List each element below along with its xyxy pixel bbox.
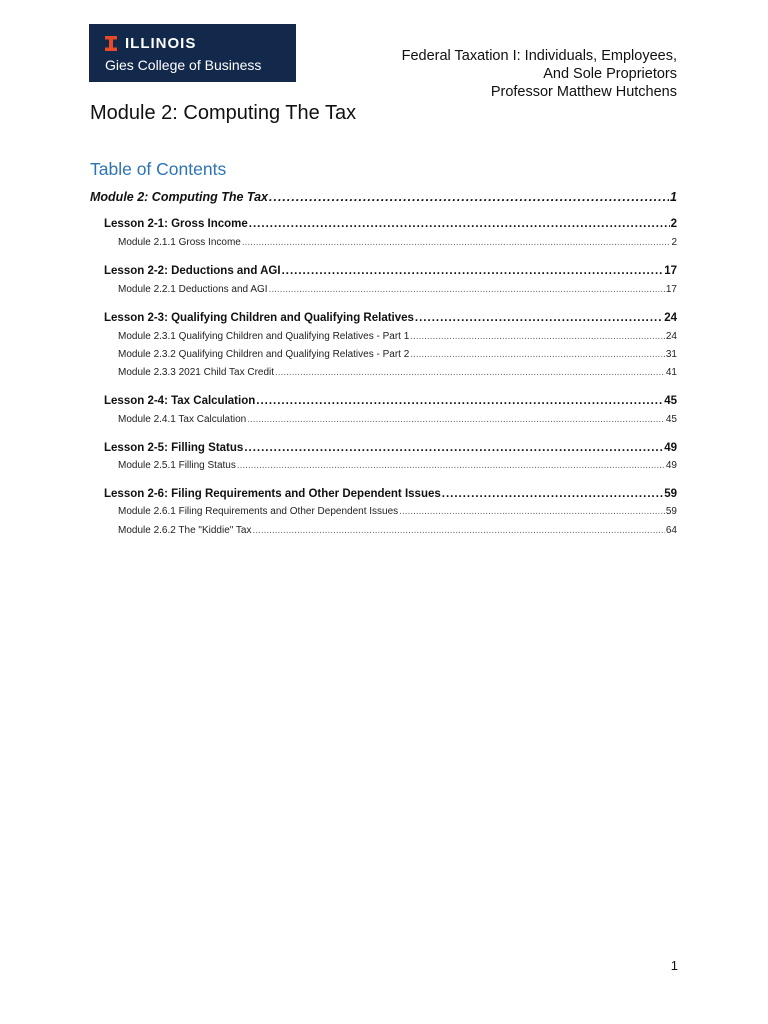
toc-entry-submodule[interactable]: [118, 237, 677, 248]
toc-entry-page: 45: [664, 395, 677, 407]
toc-entry-submodule[interactable]: [118, 284, 677, 295]
logo-college-text: Gies College of Business: [105, 57, 262, 73]
toc-entry-page: 2: [671, 237, 677, 248]
toc-entry-title: Module 2.5.1 Filling Status: [118, 460, 236, 471]
toc-heading: Table of Contents: [90, 159, 227, 179]
toc-dot-leader: [252, 525, 664, 536]
toc-dot-leader: [282, 265, 664, 277]
toc-entry-title: Module 2.2.1 Deductions and AGI: [118, 284, 268, 295]
toc-dot-leader: [275, 367, 665, 378]
toc-entry-submodule[interactable]: [118, 460, 677, 471]
toc-entry-page: 59: [664, 488, 677, 500]
toc-entry-page: 1: [670, 190, 677, 204]
toc-dot-leader: [247, 414, 665, 425]
toc-entry-page: 49: [664, 442, 677, 454]
toc-entry-title: Lesson 2-5: Filling Status: [104, 442, 244, 454]
professor-name: Professor Matthew Hutchens: [490, 84, 677, 100]
toc-entry-page: 24: [665, 331, 677, 342]
toc-entry-title: Module 2.6.2 The "Kiddie" Tax: [118, 525, 252, 536]
course-title-line-1: Federal Taxation I: Individuals, Employees,: [401, 48, 677, 64]
toc-dot-leader: [410, 331, 665, 342]
toc-entry-title: Module 2.3.3 2021 Child Tax Credit: [118, 367, 275, 378]
toc-entry-module[interactable]: [90, 190, 677, 204]
toc-entry-page: 17: [664, 265, 677, 277]
module-title: Module 2: Computing The Tax: [90, 102, 357, 124]
toc-entry-lesson[interactable]: [104, 395, 677, 407]
toc-entry-title: Lesson 2-4: Tax Calculation: [104, 395, 256, 407]
toc-entry-submodule[interactable]: [118, 349, 677, 360]
toc-dot-leader: [399, 506, 665, 517]
toc-dot-leader: [415, 312, 663, 324]
logo-top-line: [105, 36, 196, 51]
toc-entry-title: Module 2.1.1 Gross Income: [118, 237, 241, 248]
toc-dot-leader: [242, 237, 671, 248]
toc-entry-submodule[interactable]: [118, 414, 677, 425]
toc-entry-page: 41: [665, 367, 677, 378]
toc-entry-title: Module 2.3.2 Qualifying Children and Qualifying Relatives - Part 2: [118, 349, 410, 360]
toc-entry-page: 49: [665, 460, 677, 471]
toc-dot-leader: [244, 442, 663, 454]
toc-entry-title: Module 2.3.1 Qualifying Children and Qualifying Relatives - Part 1: [118, 331, 410, 342]
toc-entry-page: 64: [665, 525, 677, 536]
toc-dot-leader: [237, 460, 665, 471]
toc-entry-page: 59: [665, 506, 677, 517]
toc-dot-leader: [269, 190, 669, 204]
toc-entry-lesson[interactable]: [104, 218, 677, 230]
toc-entry-page: 24: [664, 312, 677, 324]
toc-entry-lesson[interactable]: [104, 265, 677, 277]
toc-entry-submodule[interactable]: [118, 506, 677, 517]
toc-dot-leader: [442, 488, 663, 500]
toc-dot-leader: [249, 218, 670, 230]
toc-dot-leader: [256, 395, 663, 407]
illinois-gies-logo: [89, 24, 296, 82]
toc-entry-title: Module 2: Computing The Tax: [90, 190, 269, 204]
logo-illinois-text: ILLINOIS: [125, 35, 197, 52]
toc-entry-page: 17: [665, 284, 677, 295]
course-header: [402, 47, 677, 101]
toc-dot-leader: [269, 284, 665, 295]
toc-entry-lesson[interactable]: [104, 442, 677, 454]
toc-entry-submodule[interactable]: [118, 525, 677, 536]
toc-entry-title: Lesson 2-2: Deductions and AGI: [104, 265, 281, 277]
toc-entry-title: Module 2.6.1 Filing Requirements and Other Dependent Issues: [118, 506, 399, 517]
page-number: 1: [670, 958, 678, 973]
toc-entry-submodule[interactable]: [118, 367, 677, 378]
toc-entry-page: 45: [665, 414, 677, 425]
toc-entry-lesson[interactable]: [104, 312, 677, 324]
toc-entry-page: 31: [665, 349, 677, 360]
toc-dot-leader: [410, 349, 665, 360]
block-i-icon: [105, 36, 117, 51]
toc-entry-title: Lesson 2-1: Gross Income: [104, 218, 248, 230]
toc-entry-title: Module 2.4.1 Tax Calculation: [118, 414, 247, 425]
course-title-line-2: And Sole Proprietors: [543, 66, 677, 82]
toc-entry-page: 2: [670, 218, 677, 230]
toc-entry-lesson[interactable]: [104, 488, 677, 500]
toc-entry-title: Lesson 2-6: Filing Requirements and Other Dependent Issues: [104, 488, 441, 500]
toc-entry-submodule[interactable]: [118, 331, 677, 342]
toc-entry-title: Lesson 2-3: Qualifying Children and Qualifying Relatives: [104, 312, 414, 324]
